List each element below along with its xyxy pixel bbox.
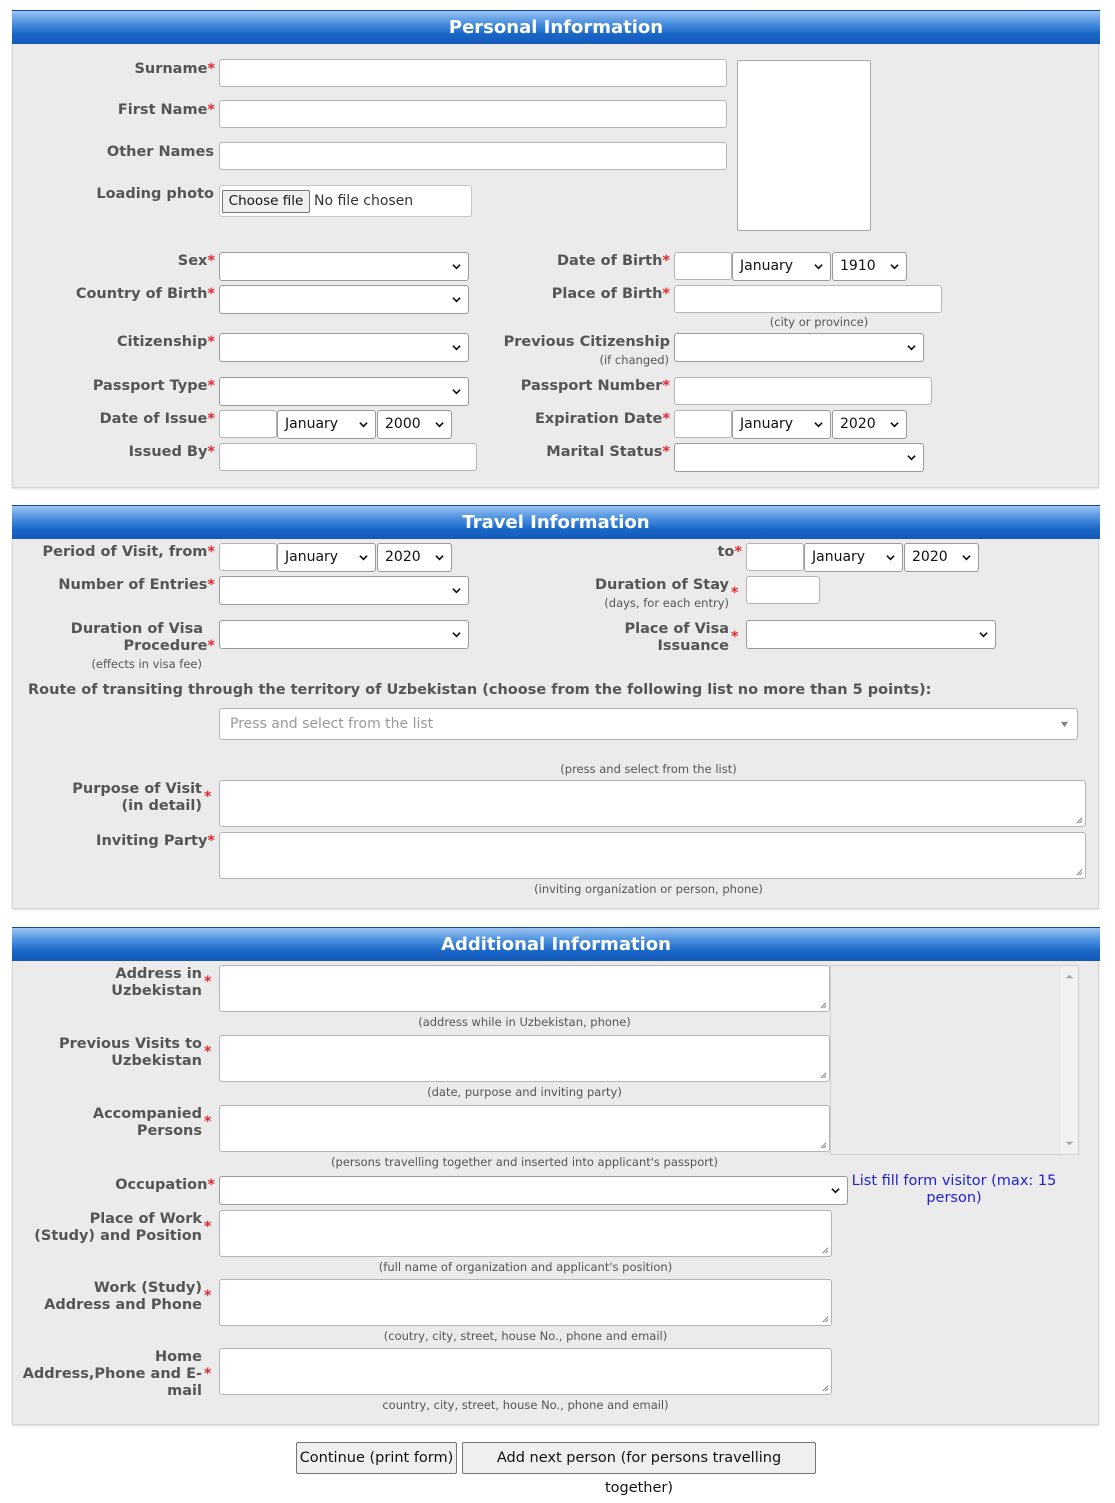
resize-grip-icon: [820, 1245, 829, 1254]
passport-type-select[interactable]: [219, 377, 469, 406]
duration-of-stay-label: Duration of Stay: [594, 577, 729, 593]
dob-year-select[interactable]: 1910: [832, 252, 907, 281]
resize-grip-icon: [1074, 815, 1083, 824]
chevron-down-icon: [435, 553, 444, 562]
place-of-work-required-mark: *: [204, 1219, 212, 1235]
address-uzbekistan-textarea[interactable]: [219, 965, 830, 1012]
to-day-input[interactable]: [746, 543, 804, 571]
place-of-issuance-label: Place of Visa Issuance: [624, 621, 729, 654]
citizenship-select[interactable]: [219, 333, 469, 362]
from-month-select[interactable]: January: [277, 543, 376, 572]
work-address-textarea[interactable]: [219, 1279, 832, 1326]
place-of-issuance-required-mark: *: [731, 629, 739, 645]
travel-section-header: Travel Information: [12, 505, 1100, 539]
duration-of-stay-hint: (days, for each entry): [604, 596, 729, 610]
chevron-down-icon: [886, 553, 895, 562]
first-name-label: First Name*: [117, 102, 215, 118]
work-address-hint: (coutry, city, street, house No., phone and email): [383, 1329, 668, 1343]
chevron-down-icon: [831, 1186, 840, 1195]
route-multiselect[interactable]: [219, 708, 1078, 740]
purpose-of-visit-textarea[interactable]: [219, 780, 1086, 827]
issued-by-input[interactable]: [219, 443, 477, 471]
accompanied-required-mark: *: [204, 1114, 212, 1130]
inviting-party-label: Inviting Party*: [96, 833, 215, 849]
chevron-down-icon: [814, 262, 823, 271]
visitor-list-link[interactable]: List fill form visitor (max: 15 person): [851, 1173, 1057, 1206]
sex-select[interactable]: [219, 252, 469, 281]
scroll-up-icon[interactable]: [1065, 972, 1074, 981]
purpose-required-mark: *: [204, 789, 212, 805]
occupation-select[interactable]: [219, 1176, 848, 1205]
issued-by-label: Issued By*: [128, 444, 215, 460]
chevron-down-icon: [452, 586, 461, 595]
date-of-birth-label: Date of Birth*: [557, 253, 670, 269]
country-of-birth-select[interactable]: [219, 285, 469, 314]
continue-print-button[interactable]: Continue (print form): [296, 1442, 457, 1474]
no-file-chosen-text: No file chosen: [314, 193, 414, 209]
place-of-work-label: Place of Work (Study) and Position: [34, 1211, 202, 1244]
duration-visa-procedure-select[interactable]: [219, 620, 469, 649]
purpose-of-visit-label: Purpose of Visit (in detail): [72, 781, 202, 814]
from-day-input[interactable]: [219, 543, 277, 571]
home-address-required-mark: *: [204, 1366, 212, 1382]
chevron-down-icon: [359, 420, 368, 429]
chevron-down-icon: [907, 453, 916, 462]
exp-day-input[interactable]: [674, 410, 732, 438]
accompanied-hint: (persons travelling together and inserted into applicant's passport): [331, 1155, 718, 1169]
exp-year-select[interactable]: 2020: [832, 410, 907, 439]
number-of-entries-select[interactable]: [219, 576, 469, 605]
chevron-down-icon: [814, 420, 823, 429]
triangle-down-icon: [1060, 720, 1069, 729]
chevron-down-icon: [962, 553, 971, 562]
previous-visits-label: Previous Visits to Uzbekistan: [58, 1036, 202, 1069]
other-names-input[interactable]: [219, 142, 727, 170]
issue-day-input[interactable]: [219, 410, 277, 438]
dob-day-input[interactable]: [674, 252, 732, 280]
photo-file-input[interactable]: [219, 185, 472, 217]
inviting-party-textarea[interactable]: [219, 832, 1086, 879]
route-label: Route of transiting through the territory of Uzbekistan (choose from the following list no more than 5 points):: [28, 682, 932, 698]
scroll-down-icon[interactable]: [1065, 1139, 1074, 1148]
date-of-issue-label: Date of Issue*: [99, 411, 215, 427]
chevron-down-icon: [452, 387, 461, 396]
photo-preview-box: [737, 60, 871, 231]
accompanied-persons-textarea[interactable]: [219, 1105, 830, 1152]
duration-visa-procedure-label: Duration of Visa Procedure*: [70, 621, 215, 654]
duration-of-stay-input[interactable]: [746, 576, 820, 604]
previous-citizenship-select[interactable]: [674, 333, 924, 362]
chevron-down-icon: [435, 420, 444, 429]
passport-number-label: Passport Number*: [520, 378, 670, 394]
add-next-person-button[interactable]: Add next person (for persons travelling together): [462, 1442, 816, 1474]
personal-section-header: Personal Information: [12, 10, 1100, 44]
resize-grip-icon: [818, 1070, 827, 1079]
passport-number-input[interactable]: [674, 377, 932, 405]
issue-year-select[interactable]: 2000: [377, 410, 452, 439]
occupation-label: Occupation*: [115, 1177, 215, 1193]
place-of-birth-label: Place of Birth*: [551, 286, 670, 302]
inviting-party-hint: (inviting organization or person, phone): [534, 882, 763, 896]
previous-citizenship-label: Previous Citizenship: [503, 334, 670, 350]
place-of-birth-hint: (city or province): [769, 315, 869, 329]
expiration-date-label: Expiration Date*: [535, 411, 670, 427]
number-of-entries-label: Number of Entries*: [58, 577, 215, 593]
sex-label: Sex*: [177, 253, 215, 269]
address-required-mark: *: [204, 974, 212, 990]
chevron-down-icon: [452, 295, 461, 304]
place-of-work-hint: (full name of organization and applicant's position): [378, 1260, 673, 1274]
home-address-textarea[interactable]: [219, 1348, 832, 1395]
loading-photo-label: Loading photo: [96, 186, 214, 202]
to-month-select[interactable]: January: [804, 543, 903, 572]
chevron-down-icon: [452, 630, 461, 639]
route-placeholder: Press and select from the list: [230, 716, 434, 732]
chevron-down-icon: [359, 553, 368, 562]
resize-grip-icon: [818, 1000, 827, 1009]
resize-grip-icon: [820, 1314, 829, 1323]
marital-status-label: Marital Status*: [546, 444, 670, 460]
chevron-down-icon: [890, 262, 899, 271]
work-address-required-mark: *: [204, 1288, 212, 1304]
visitor-list-scrollbar[interactable]: [1061, 966, 1078, 1154]
chevron-down-icon: [907, 343, 916, 352]
first-name-input[interactable]: [219, 100, 727, 128]
place-of-work-textarea[interactable]: [219, 1210, 832, 1257]
previous-visits-textarea[interactable]: [219, 1035, 830, 1082]
exp-month-select[interactable]: January: [732, 410, 831, 439]
resize-grip-icon: [818, 1140, 827, 1149]
chevron-down-icon: [452, 343, 461, 352]
address-uzbekistan-label: Address in Uzbekistan: [111, 966, 202, 999]
previous-visits-hint: (date, purpose and inviting party): [427, 1085, 622, 1099]
previous-citizenship-hint: (if changed): [599, 353, 669, 367]
period-from-label: Period of Visit, from*: [42, 544, 215, 560]
address-hint: (address while in Uzbekistan, phone): [418, 1015, 631, 1029]
chevron-down-icon: [979, 630, 988, 639]
citizenship-label: Citizenship*: [116, 334, 215, 350]
accompanied-persons-label: Accompanied Persons: [92, 1106, 202, 1139]
choose-file-button[interactable]: Choose file: [222, 190, 310, 213]
duration-visa-hint: (effects in visa fee): [91, 657, 202, 671]
duration-of-stay-required-mark: *: [731, 585, 739, 601]
from-year-select[interactable]: 2020: [377, 543, 452, 572]
issue-month-select[interactable]: January: [277, 410, 376, 439]
resize-grip-icon: [820, 1383, 829, 1392]
to-year-select[interactable]: 2020: [904, 543, 979, 572]
to-label: to*: [717, 544, 742, 560]
surname-label: Surname*: [134, 61, 215, 77]
place-of-issuance-select[interactable]: [746, 620, 996, 649]
visitor-list-panel[interactable]: [830, 965, 1079, 1155]
passport-type-label: Passport Type*: [92, 378, 215, 394]
other-names-label: Other Names: [106, 144, 214, 160]
country-of-birth-label: Country of Birth*: [75, 286, 215, 302]
place-of-birth-input[interactable]: [674, 285, 942, 313]
home-address-label: Home Address,Phone and E- mail: [22, 1349, 202, 1399]
chevron-down-icon: [452, 262, 461, 271]
marital-status-select[interactable]: [674, 443, 924, 472]
route-hint: (press and select from the list): [560, 762, 737, 776]
previous-visits-required-mark: *: [204, 1044, 212, 1060]
work-address-label: Work (Study) Address and Phone: [44, 1280, 202, 1313]
resize-grip-icon: [1074, 867, 1083, 876]
chevron-down-icon: [890, 420, 899, 429]
surname-input[interactable]: [219, 59, 727, 87]
additional-section-header: Additional Information: [12, 927, 1100, 961]
home-address-hint: country, city, street, house No., phone and email): [382, 1398, 669, 1412]
dob-month-select[interactable]: January: [732, 252, 831, 281]
